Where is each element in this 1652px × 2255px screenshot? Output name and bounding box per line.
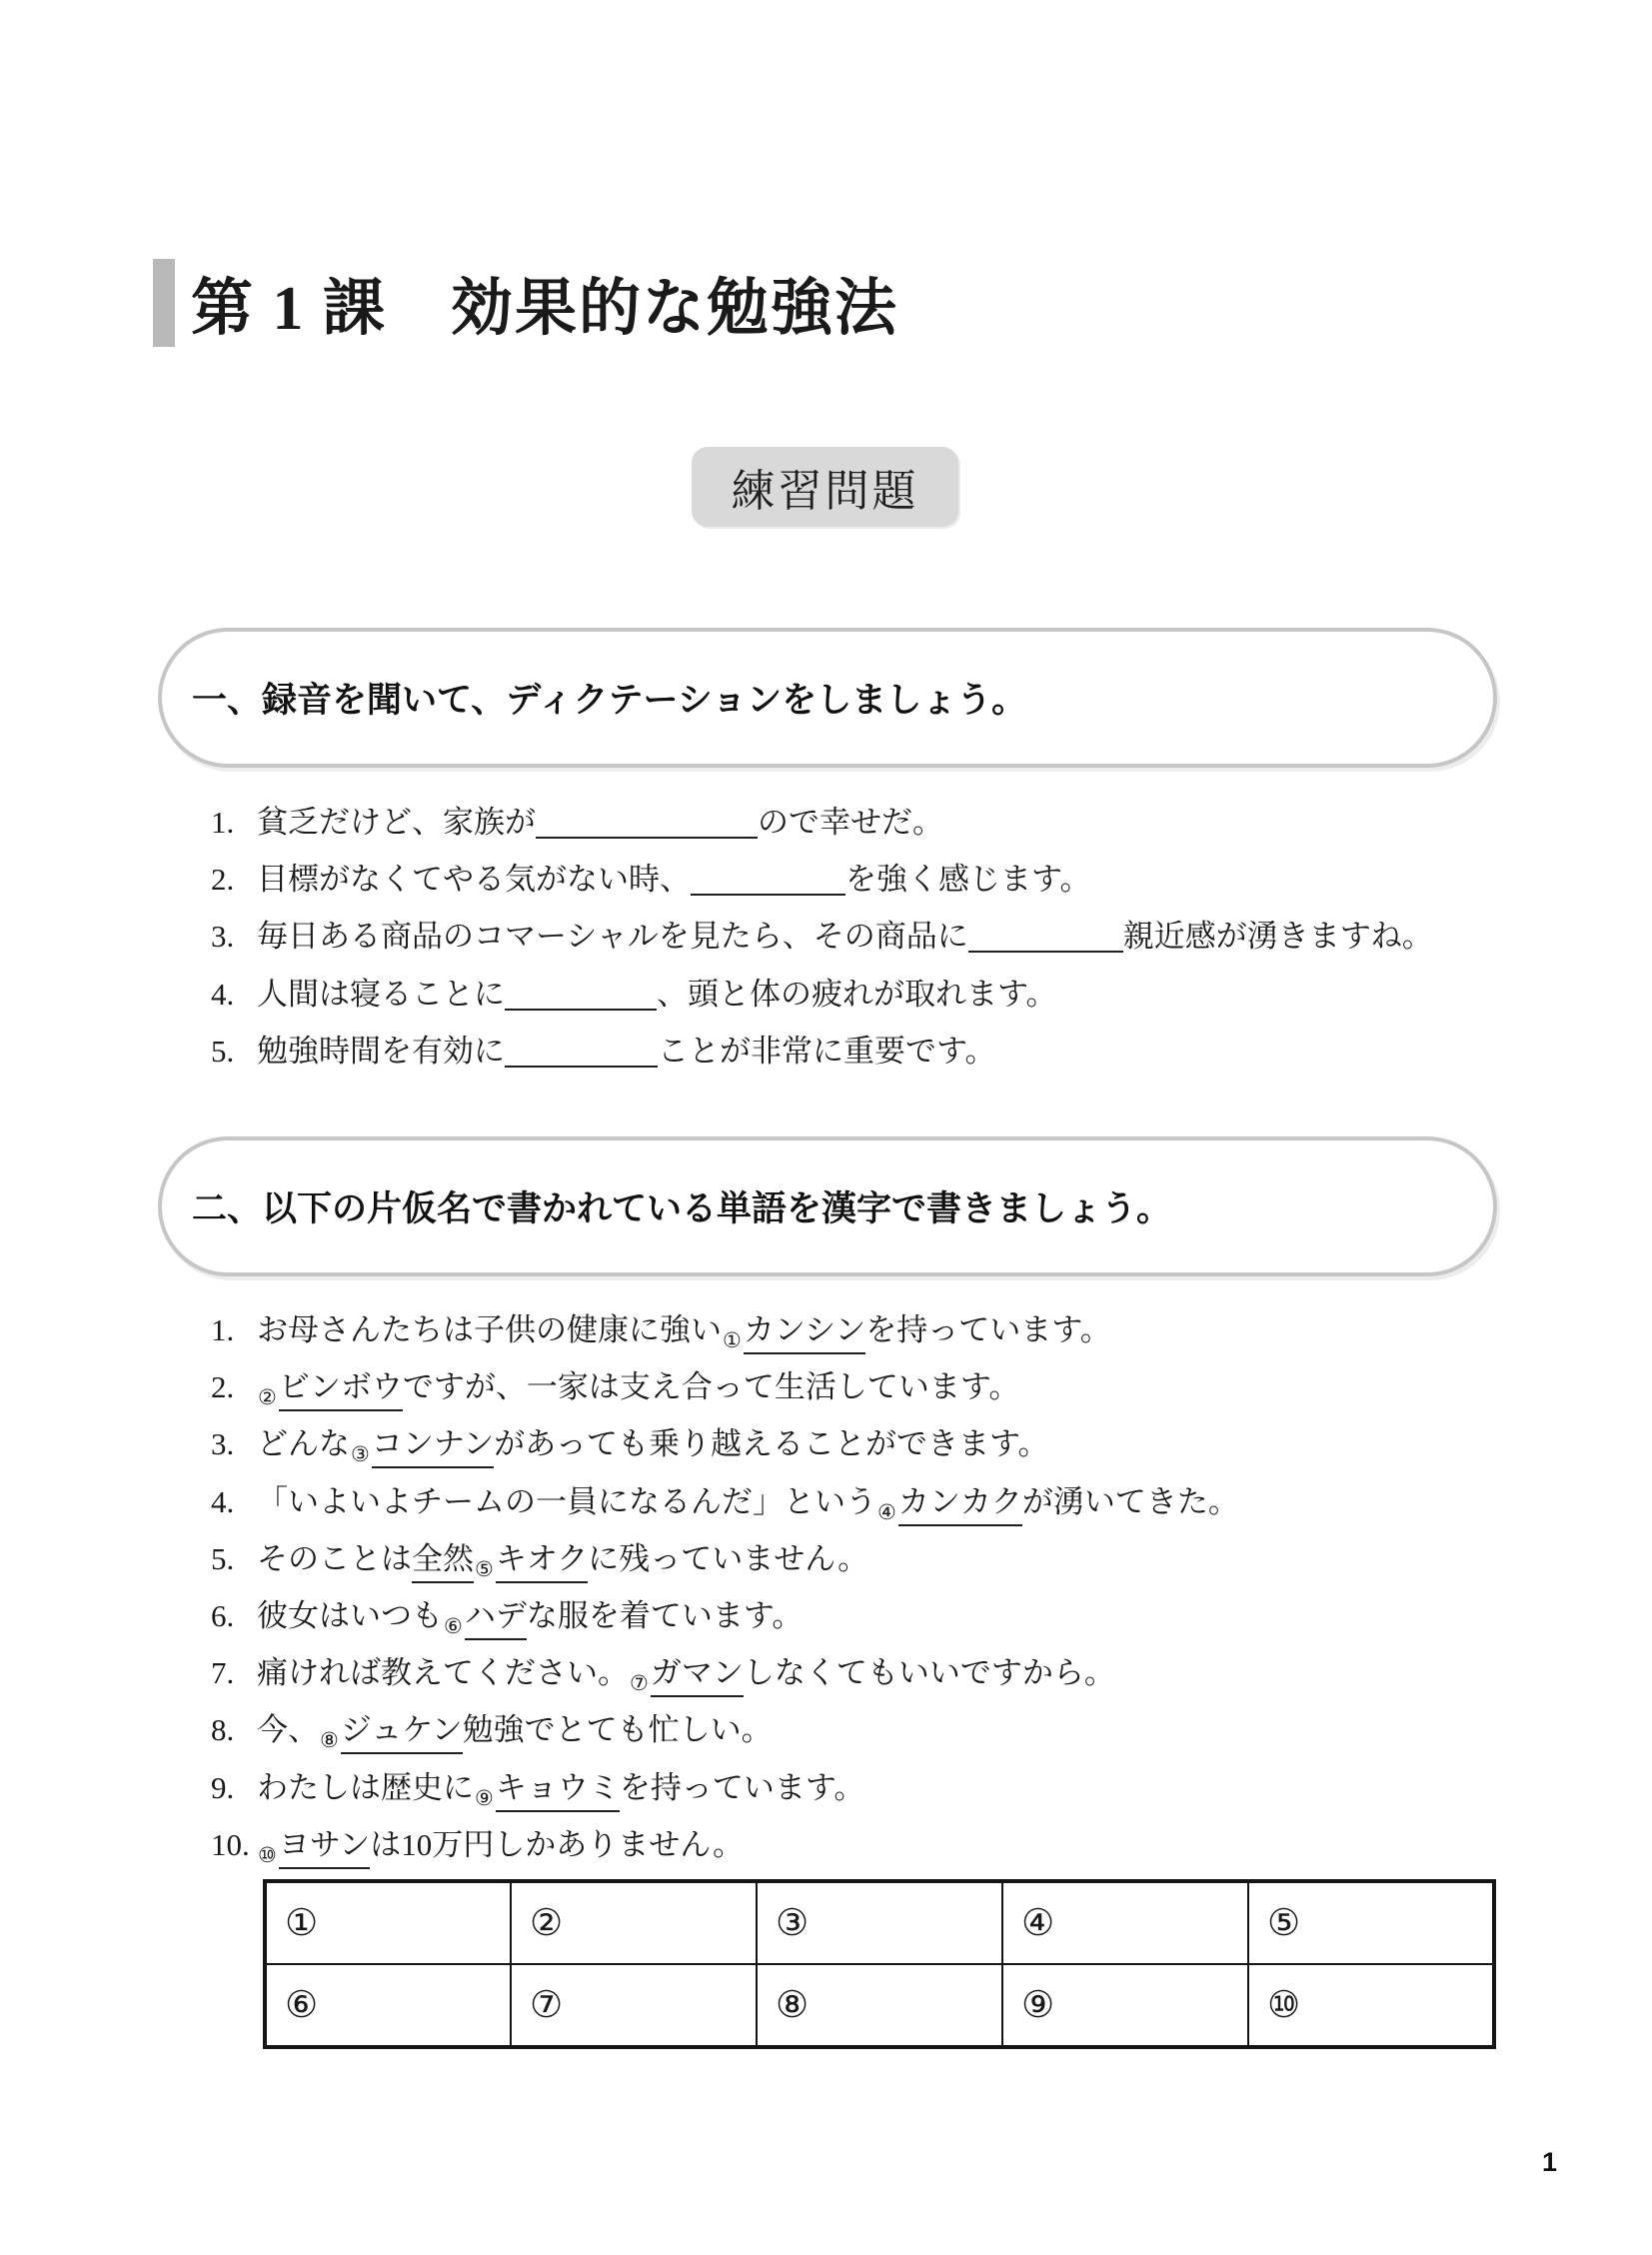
item-number: 4. (211, 976, 235, 1012)
practice-problems-badge (692, 447, 958, 527)
fill-in-blank (536, 806, 758, 839)
section-2-item-2 (211, 1361, 1239, 1418)
answer-cell (511, 1964, 757, 2047)
underlined-word: ジュケン (341, 1704, 463, 1754)
item-number: 2. (211, 862, 235, 898)
answer-cell (757, 1964, 1002, 2047)
item-text: 目標がなくてやる気がない時、 (257, 862, 691, 898)
item-number: 8. (211, 1712, 235, 1748)
section-1-header (158, 628, 1497, 768)
item-text: を持っています。 (619, 1769, 865, 1805)
answer-cell-number: ⑩ (1267, 1985, 1301, 2026)
section-2-item-3 (211, 1418, 1239, 1475)
answer-table (263, 1879, 1496, 2049)
item-text: しなくてもいいですから。 (743, 1655, 1115, 1691)
item-text: 親近感が湧きますね。 (1122, 919, 1433, 955)
section-2-item-8 (211, 1704, 1239, 1761)
item-text: を強く感じます。 (845, 862, 1091, 898)
fill-in-blank (505, 978, 657, 1011)
circled-number: ⑤ (475, 1556, 494, 1581)
answer-cell (1248, 1964, 1494, 2047)
item-text: 勉強でとても忙しい。 (462, 1712, 773, 1748)
item-text: 今、 (257, 1712, 319, 1748)
item-number: 1. (211, 1312, 235, 1347)
item-text: は10万円しかありません。 (370, 1826, 745, 1862)
section-2-item-1 (211, 1304, 1239, 1361)
circled-number: ⑦ (630, 1671, 649, 1696)
item-number: 3. (211, 919, 235, 955)
answer-cell (1248, 1881, 1494, 1964)
title-accent-bar (153, 259, 175, 347)
section-1-item-1 (211, 797, 1433, 854)
item-number: 4. (211, 1483, 235, 1519)
fill-in-blank (505, 1035, 658, 1068)
item-text: お母さんたちは子供の健康に強い (257, 1312, 722, 1347)
underlined-word: 全然 (412, 1533, 474, 1583)
section-2-item-4 (211, 1476, 1239, 1533)
circled-number: ③ (351, 1442, 370, 1467)
answer-cell-number: ⑦ (530, 1985, 564, 2026)
underlined-word: キオク (496, 1533, 588, 1583)
underlined-word: ビンボウ (279, 1361, 403, 1411)
answer-cell-number: ⑨ (1021, 1985, 1055, 2026)
fill-in-blank (968, 920, 1123, 953)
underlined-word: キョウミ (496, 1762, 620, 1812)
section-1-item-5 (211, 1026, 1433, 1083)
page-number: 1 (1542, 2147, 1558, 2177)
item-number: 2. (211, 1369, 235, 1405)
item-text: 痛ければ教えてください。 (257, 1655, 629, 1691)
circled-number: ⑧ (320, 1728, 339, 1753)
circled-number: ⑨ (475, 1785, 494, 1810)
item-number: 5. (211, 1033, 235, 1069)
underlined-word: ヨサン (279, 1819, 370, 1869)
item-text: ので幸せだ。 (758, 805, 943, 840)
section-1-item-3 (211, 911, 1433, 968)
item-number: 10. (211, 1826, 250, 1862)
underlined-word: コンナン (372, 1418, 494, 1468)
item-text: 、頭と体の疲れが取れます。 (657, 976, 1057, 1012)
item-text: 貧乏だけど、家族が (257, 805, 536, 840)
item-text: 「いよいよチームの一員になるんだ」という (257, 1483, 876, 1519)
answer-cell-number: ⑥ (285, 1985, 319, 2026)
item-text: そのことは (257, 1540, 412, 1576)
circled-number: ⑥ (444, 1613, 463, 1638)
answer-cell-number: ② (530, 1903, 564, 1944)
item-text: に残っていません。 (588, 1540, 869, 1576)
item-text: が湧いてきた。 (1021, 1483, 1239, 1519)
answer-cell-number: ⑤ (1267, 1903, 1301, 1944)
answer-cell (511, 1881, 757, 1964)
section-2-item-5 (211, 1533, 1239, 1590)
item-text: ことが非常に重要です。 (658, 1033, 996, 1069)
circled-number: ① (723, 1328, 742, 1352)
answer-cell-number: ④ (1021, 1903, 1055, 1944)
item-text: ですが、一家は支え合って生活しています。 (402, 1369, 1020, 1405)
underlined-word: ガマン (651, 1647, 744, 1697)
answer-cell (265, 1881, 511, 1964)
item-number: 5. (211, 1540, 235, 1576)
item-text: があっても乗り越えることができます。 (494, 1426, 1049, 1462)
item-number: 6. (211, 1597, 235, 1633)
item-text: 彼女はいつも (257, 1597, 443, 1633)
item-text: 人間は寝ることに (257, 976, 505, 1012)
underlined-word: カンカク (898, 1476, 1022, 1526)
answer-cell (757, 1881, 1002, 1964)
item-number: 7. (211, 1655, 235, 1691)
section-2-header (158, 1136, 1497, 1276)
section-1-item-4 (211, 969, 1433, 1026)
answer-table-row-1 (265, 1881, 1494, 1964)
item-text: 毎日ある商品のコマーシャルを見たら、その商品に (257, 919, 968, 955)
underlined-word: カンシン (744, 1304, 865, 1354)
fill-in-blank (691, 863, 845, 896)
answer-cell (1002, 1964, 1248, 2047)
item-text: わたしは歴史に (257, 1769, 474, 1805)
item-number: 1. (211, 805, 235, 840)
lesson-title-block (153, 258, 898, 347)
section-2-item-6 (211, 1590, 1239, 1647)
circled-number: ⑩ (258, 1842, 277, 1867)
circled-number: ② (258, 1385, 277, 1410)
practice-problems-label: 練習問題 (731, 467, 919, 516)
answer-cell-number: ⑧ (776, 1985, 810, 2026)
underlined-word: ハデ (465, 1590, 527, 1640)
section-1-items (211, 797, 1433, 1083)
section-1-heading: 一、録音を聞いて、ディクテーションをしましょう。 (192, 681, 1027, 720)
circled-number: ④ (877, 1499, 896, 1524)
item-number: 3. (211, 1426, 235, 1462)
answer-cell (265, 1964, 511, 2047)
answer-cell (1002, 1881, 1248, 1964)
item-number: 9. (211, 1769, 235, 1805)
section-2-item-7 (211, 1647, 1239, 1704)
answer-table-row-2 (265, 1964, 1494, 2047)
answer-cell-number: ③ (776, 1903, 810, 1944)
section-2-heading: 二、以下の片仮名で書かれている単語を漢字で書きましょう。 (192, 1189, 1172, 1228)
item-text: な服を着ています。 (526, 1597, 804, 1633)
item-text: を持っています。 (865, 1312, 1111, 1347)
lesson-title: 第 1 課 効果的な勉強法 (191, 275, 899, 343)
item-text: 勉強時間を有効に (257, 1033, 505, 1069)
section-2-item-9 (211, 1762, 1239, 1819)
section-2-items (211, 1304, 1239, 1876)
section-2-item-10 (211, 1819, 1239, 1876)
answer-cell-number: ① (285, 1903, 319, 1944)
item-text: どんな (257, 1426, 350, 1462)
section-1-item-2 (211, 854, 1433, 911)
